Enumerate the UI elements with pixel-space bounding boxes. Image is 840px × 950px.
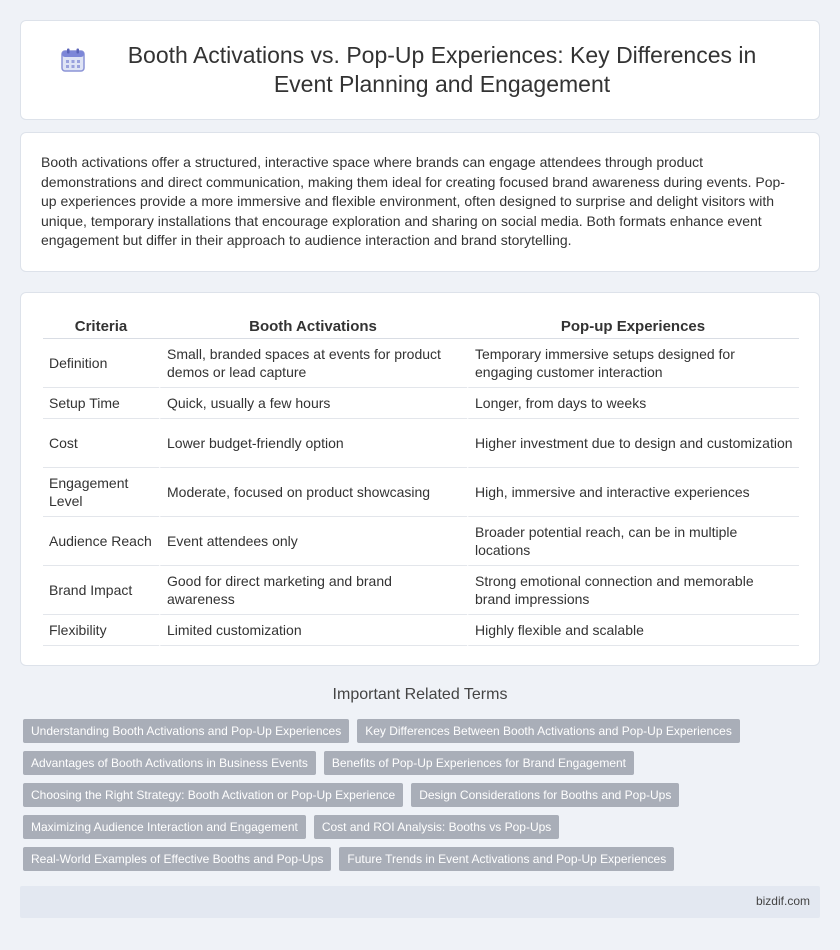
table-cell: Event attendees only <box>159 517 467 566</box>
related-term-tag[interactable]: Maximizing Audience Interaction and Engagement <box>23 815 306 839</box>
header-card <box>20 20 820 120</box>
table-cell: Good for direct marketing and brand awareness <box>159 566 467 615</box>
table-cell: Audience Reach <box>43 517 159 566</box>
column-header-criteria: Criteria <box>43 311 159 339</box>
table-cell: Broader potential reach, can be in multiple locations <box>467 517 799 566</box>
table-row <box>43 419 799 468</box>
table-row <box>43 517 799 566</box>
table-cell: Small, branded spaces at events for product demos or lead capture <box>159 339 467 388</box>
calendar-icon <box>60 47 86 73</box>
table-row <box>43 339 799 388</box>
table-cell: Limited customization <box>159 615 467 646</box>
related-terms-title: Important Related Terms <box>332 686 508 703</box>
column-header-booth: Booth Activations <box>159 311 467 339</box>
table-row <box>43 388 799 419</box>
footer <box>20 886 820 918</box>
related-term-tag[interactable]: Choosing the Right Strategy: Booth Activation or Pop-Up Experience <box>23 783 403 807</box>
table-row <box>43 566 799 615</box>
table-cell: Flexibility <box>43 615 159 646</box>
page-title: Booth Activations vs. Pop-Up Experiences: Key Differences in Event Planning and Engagement <box>127 42 757 97</box>
table-cell: Cost <box>43 419 159 468</box>
table-cell: Highly flexible and scalable <box>467 615 799 646</box>
column-header-popup: Pop-up Experiences <box>467 311 799 339</box>
related-term-tag[interactable]: Advantages of Booth Activations in Business Events <box>23 751 316 775</box>
table-row <box>43 615 799 646</box>
related-term-tag[interactable]: Real-World Examples of Effective Booths and Pop-Ups <box>23 847 331 871</box>
related-term-tag[interactable]: Benefits of Pop-Up Experiences for Brand Engagement <box>324 751 634 775</box>
comparison-table <box>43 311 799 646</box>
table-cell: Quick, usually a few hours <box>159 388 467 419</box>
table-header-row <box>43 311 799 339</box>
related-term-tag[interactable]: Future Trends in Event Activations and Pop-Up Experiences <box>339 847 674 871</box>
table-cell: Moderate, focused on product showcasing <box>159 468 467 517</box>
table-cell: High, immersive and interactive experiences <box>467 468 799 517</box>
comparison-table-card <box>20 292 820 666</box>
table-cell: Definition <box>43 339 159 388</box>
related-term-tag[interactable]: Key Differences Between Booth Activations and Pop-Up Experiences <box>357 719 740 743</box>
intro-card <box>20 132 820 272</box>
footer-site-link[interactable]: bizdif.com <box>755 894 810 908</box>
table-cell: Longer, from days to weeks <box>467 388 799 419</box>
table-cell: Lower budget-friendly option <box>159 419 467 468</box>
related-term-tag[interactable]: Cost and ROI Analysis: Booths vs Pop-Ups <box>314 815 559 839</box>
related-term-tag[interactable]: Design Considerations for Booths and Pop-Ups <box>411 783 679 807</box>
table-cell: Higher investment due to design and customization <box>467 419 799 468</box>
intro-paragraph: Booth activations offer a structured, interactive space where brands can engage attendees through product demonstrations and direct communication, making them ideal for creating focused brand awareness during events. Pop-up experiences provide a more immersive and flexible environment, often designed to surprise and delight visitors with unique, temporary installations that encourage exploration and sharing on social media. Both formats enhance event engagement but differ in their approach to audience interaction and brand storytelling. <box>41 154 785 249</box>
table-row <box>43 468 799 517</box>
table-cell: Strong emotional connection and memorable brand impressions <box>467 566 799 615</box>
table-cell: Setup Time <box>43 388 159 419</box>
table-cell: Engagement Level <box>43 468 159 517</box>
table-cell: Temporary immersive setups designed for engaging customer interaction <box>467 339 799 388</box>
related-terms-list <box>23 719 823 879</box>
table-cell: Brand Impact <box>43 566 159 615</box>
related-term-tag[interactable]: Understanding Booth Activations and Pop-Up Experiences <box>23 719 349 743</box>
